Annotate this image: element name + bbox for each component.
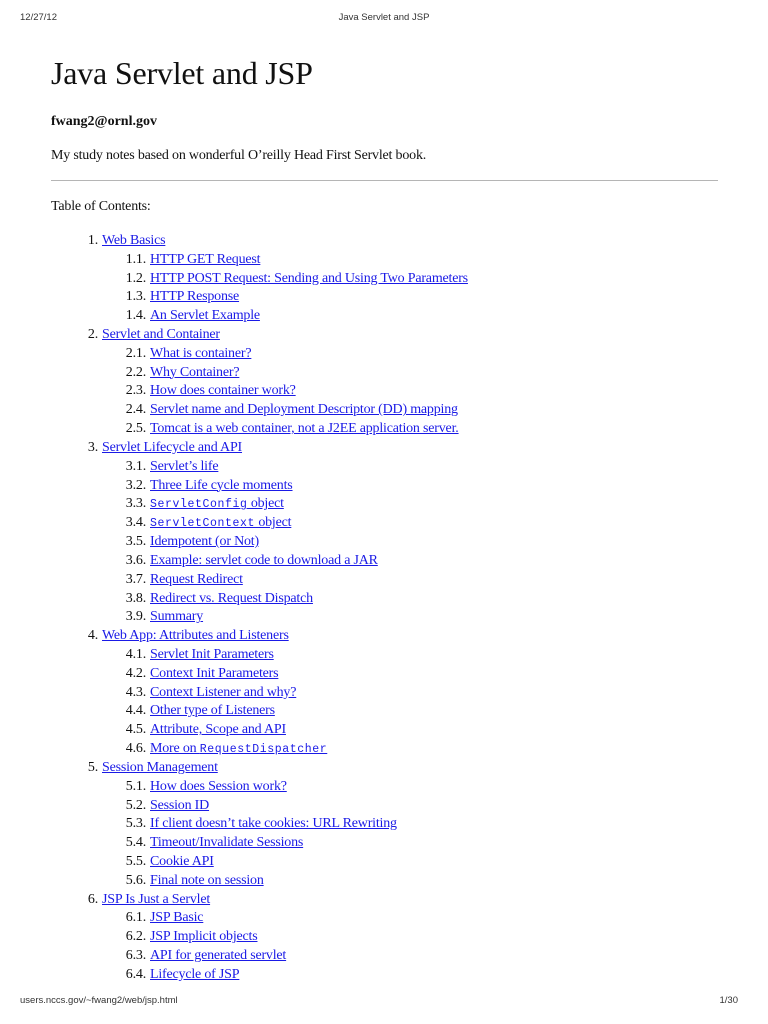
toc-section-number: 3.5. — [125, 534, 146, 550]
toc-section — [0, 514, 768, 533]
toc-link-text: API for generated servlet — [150, 948, 287, 964]
toc-chapter-number: 1. — [87, 233, 98, 248]
toc-section-number: 6.3. — [125, 948, 146, 964]
toc-section-number: 4.3. — [125, 684, 146, 700]
toc-section-number: 4.2. — [125, 665, 146, 681]
toc-section-link[interactable] — [150, 420, 459, 437]
horizontal-rule — [51, 180, 718, 181]
toc-section — [0, 571, 768, 590]
toc-section-number: 3.1. — [125, 458, 146, 474]
toc-code-text: RequestDispatcher — [199, 743, 328, 757]
toc-section — [0, 721, 768, 740]
toc-section — [0, 834, 768, 853]
toc-section — [0, 364, 768, 383]
toc-chapter — [0, 891, 768, 910]
toc-section-number: 1.4. — [125, 308, 146, 324]
toc-section-link[interactable] — [150, 721, 286, 738]
toc-link-text: How does Session work? — [150, 778, 287, 794]
toc-section-link[interactable] — [150, 853, 214, 870]
toc-section — [0, 815, 768, 834]
toc-section — [0, 872, 768, 891]
toc-chapter-link[interactable]: Web Basics — [102, 233, 166, 248]
toc-section-link[interactable] — [150, 495, 284, 513]
toc-section-link[interactable] — [150, 778, 287, 795]
toc-section-number: 1.3. — [125, 289, 146, 305]
author-email: fwang2@ornl.gov — [51, 114, 157, 129]
toc-section-link[interactable] — [150, 684, 296, 701]
toc-section-link[interactable] — [150, 834, 303, 851]
toc-section — [0, 533, 768, 552]
toc-section-number: 1.1. — [125, 251, 146, 267]
toc-section — [0, 665, 768, 684]
toc-link-text: Session ID — [150, 797, 210, 813]
toc-section — [0, 307, 768, 326]
toc-link-text: Cookie API — [150, 854, 214, 870]
toc-link-text: JSP Basic — [150, 910, 204, 926]
toc-section — [0, 288, 768, 307]
toc-section-link[interactable] — [150, 477, 293, 494]
toc-section-link[interactable] — [150, 909, 203, 926]
toc-link-text: Idempotent (or Not) — [150, 534, 259, 550]
toc-link-text: Redirect vs. Request Dispatch — [150, 590, 313, 606]
toc-section-number: 6.1. — [125, 910, 146, 926]
toc-section — [0, 646, 768, 665]
toc-section-link[interactable] — [150, 251, 260, 268]
toc-link-text: object — [255, 515, 292, 531]
toc-section-number: 5.3. — [125, 816, 146, 832]
toc-chapter-link[interactable]: Web App: Attributes and Listeners — [102, 628, 289, 644]
toc-section — [0, 495, 768, 514]
toc-section-number: 3.8. — [125, 590, 146, 606]
toc-chapter — [0, 627, 768, 646]
toc-code-text: ServletConfig — [150, 498, 248, 512]
toc-section — [0, 778, 768, 797]
toc-chapter-link[interactable]: Servlet and Container — [102, 327, 220, 343]
toc-section-number: 6.4. — [125, 966, 146, 982]
toc-section-number: 2.1. — [125, 345, 146, 361]
toc-link-text: Three Life cycle moments — [150, 477, 293, 493]
toc-section-number: 2.3. — [125, 383, 146, 399]
toc-link-text: What is container? — [150, 345, 252, 361]
toc-section-number: 5.6. — [125, 872, 146, 888]
toc-section-link[interactable] — [150, 401, 458, 418]
toc-section — [0, 608, 768, 627]
toc-section-link[interactable] — [150, 382, 296, 399]
toc-section — [0, 420, 768, 439]
toc-section-link[interactable] — [150, 646, 274, 663]
toc-chapter-number: 2. — [87, 327, 98, 343]
toc-section-number: 4.4. — [125, 703, 146, 719]
page-url: users.nccs.gov/~fwang2/web/jsp.html — [20, 995, 178, 1006]
toc-section-link[interactable] — [150, 514, 291, 532]
toc-chapter-link[interactable]: JSP Is Just a Servlet — [102, 891, 211, 907]
toc-link-text: Attribute, Scope and API — [150, 722, 286, 738]
toc-section — [0, 477, 768, 496]
toc-section-link[interactable] — [150, 533, 259, 550]
toc-section — [0, 797, 768, 816]
toc-link-text: Lifecycle of JSP — [150, 966, 240, 982]
toc-link-text: Context Listener and why? — [150, 684, 297, 700]
toc-section-number: 3.7. — [125, 571, 146, 587]
toc-link-text: If client doesn’t take cookies: URL Rewriting — [150, 816, 397, 832]
toc-chapter — [0, 759, 768, 778]
print-header — [0, 12, 768, 26]
toc-section-link[interactable] — [150, 740, 327, 758]
toc-section-link[interactable] — [150, 966, 239, 983]
toc-section-link[interactable] — [150, 797, 209, 814]
toc-section-number: 3.2. — [125, 477, 146, 493]
toc-code-text: ServletContext — [150, 517, 256, 531]
toc-section-number: 5.5. — [125, 854, 146, 870]
toc-section — [0, 270, 768, 289]
toc-section — [0, 590, 768, 609]
toc-section-link[interactable] — [150, 608, 203, 625]
toc-section-number: 3.3. — [125, 496, 146, 512]
toc-link-text: Context Init Parameters — [150, 665, 279, 681]
toc-section — [0, 552, 768, 571]
toc-chapter — [0, 326, 768, 345]
toc-link-text: Servlet name and Deployment Descriptor (DD) mapping — [150, 402, 458, 418]
intro-text: My study notes based on wonderful O’reilly Head First Servlet book. — [51, 148, 427, 163]
toc-section-link[interactable] — [150, 307, 260, 324]
toc-heading: Table of Contents: — [51, 199, 151, 214]
toc-section-number: 1.2. — [125, 270, 146, 286]
toc-section-link[interactable] — [150, 458, 218, 475]
toc-chapter — [0, 232, 768, 251]
toc-section-number: 2.2. — [125, 364, 146, 380]
toc-section — [0, 947, 768, 966]
toc-chapter-number: 3. — [87, 439, 98, 455]
toc-section — [0, 966, 768, 985]
toc-section — [0, 251, 768, 270]
toc-section-number: 2.5. — [125, 421, 146, 437]
toc-section-number: 5.1. — [125, 778, 146, 794]
toc-section — [0, 702, 768, 721]
toc-section — [0, 458, 768, 477]
toc-section — [0, 382, 768, 401]
toc-link-text: More on — [150, 741, 200, 757]
toc-link-text: HTTP GET Request — [150, 251, 261, 267]
toc-section-number: 4.1. — [125, 646, 146, 662]
toc-section — [0, 345, 768, 364]
toc-section-link[interactable] — [150, 552, 378, 569]
toc-link-text: Servlet’s life — [150, 458, 219, 474]
toc-chapter — [0, 439, 768, 458]
toc-section-number: 4.6. — [125, 741, 146, 757]
toc-link-text: Timeout/Invalidate Sessions — [150, 835, 304, 851]
toc-section-number: 2.4. — [125, 402, 146, 418]
toc-section-number: 4.5. — [125, 722, 146, 738]
page-number: 1/30 — [719, 995, 738, 1006]
toc-section — [0, 853, 768, 872]
toc-section-link[interactable] — [150, 947, 286, 964]
toc-section-number: 3.9. — [125, 609, 146, 625]
toc-section — [0, 740, 768, 759]
print-title: Java Servlet and JSP — [338, 12, 430, 23]
toc-section-link[interactable] — [150, 872, 264, 889]
toc-link-text: HTTP Response — [150, 289, 240, 305]
toc-link-text: Summary — [150, 609, 204, 625]
toc-section-link[interactable] — [150, 665, 278, 682]
page-title: Java Servlet and JSP — [51, 55, 313, 91]
toc-chapter-number: 5. — [87, 760, 98, 775]
toc-link-text: An Servlet Example — [150, 308, 260, 324]
toc-link-text: Example: servlet code to download a JAR — [150, 552, 378, 568]
toc-section-link[interactable] — [150, 288, 239, 305]
toc-section-link[interactable] — [150, 270, 468, 287]
print-date: 12/27/12 — [20, 12, 57, 23]
toc-link-text: Final note on session — [150, 872, 264, 888]
toc-section-number: 5.4. — [125, 835, 146, 851]
toc-link-text: Servlet Init Parameters — [150, 646, 274, 662]
toc-link-text: Why Container? — [150, 364, 240, 380]
table-of-contents — [0, 232, 768, 985]
toc-link-text: object — [247, 496, 284, 512]
toc-section-number: 6.2. — [125, 929, 146, 945]
toc-section-link[interactable] — [150, 364, 239, 381]
toc-chapter-link[interactable]: Servlet Lifecycle and API — [102, 439, 243, 455]
toc-chapter-link[interactable]: Session Management — [102, 760, 218, 775]
toc-link-text: Request Redirect — [150, 571, 243, 587]
toc-section-link[interactable] — [150, 928, 257, 945]
toc-section-number: 3.4. — [125, 515, 146, 531]
toc-chapter-number: 4. — [87, 628, 98, 644]
toc-section-link[interactable] — [150, 702, 275, 719]
toc-section-link[interactable] — [150, 345, 251, 362]
toc-section-number: 5.2. — [125, 797, 146, 813]
toc-link-text: Tomcat is a web container, not a J2EE application server. — [150, 421, 459, 437]
toc-section-link[interactable] — [150, 815, 397, 832]
toc-link-text: How does container work? — [150, 383, 296, 399]
toc-section — [0, 909, 768, 928]
print-footer — [0, 995, 768, 1009]
toc-link-text: Other type of Listeners — [150, 703, 275, 719]
toc-section-link[interactable] — [150, 571, 243, 588]
toc-section — [0, 684, 768, 703]
toc-section-number: 3.6. — [125, 552, 146, 568]
toc-section — [0, 401, 768, 420]
toc-link-text: HTTP POST Request: Sending and Using Two Parameters — [150, 270, 468, 286]
toc-link-text: JSP Implicit objects — [150, 929, 258, 945]
toc-section — [0, 928, 768, 947]
toc-chapter-number: 6. — [87, 891, 98, 907]
toc-section-link[interactable] — [150, 590, 313, 607]
